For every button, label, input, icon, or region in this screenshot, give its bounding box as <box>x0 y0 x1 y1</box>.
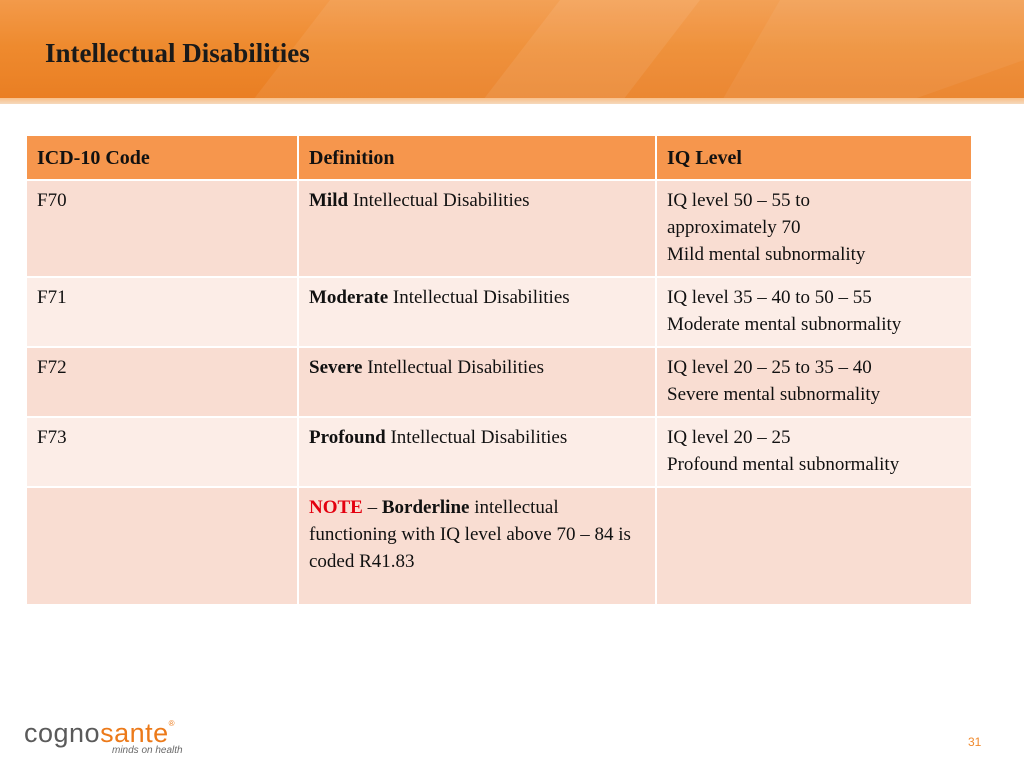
note-label: NOTE <box>309 497 363 518</box>
code-cell: F73 <box>26 417 298 487</box>
table-row <box>26 277 972 347</box>
note-dash: – <box>362 497 382 518</box>
code-cell-empty <box>26 487 298 605</box>
definition-text: Intellectual Disabilities <box>385 427 568 448</box>
iq-level-cell <box>656 180 972 277</box>
table-row-note <box>26 487 972 605</box>
iq-description: Profound mental subnormality <box>667 454 900 475</box>
iq-description: Severe mental subnormality <box>667 384 881 405</box>
definition-cell <box>298 417 656 487</box>
note-cell <box>298 487 656 605</box>
header-definition: Definition <box>298 135 656 180</box>
iq-range: IQ level 35 – 40 to 50 – 55 <box>667 287 872 308</box>
slide-title: Intellectual Disabilities <box>45 38 310 68</box>
severity-label: Mild <box>309 190 349 211</box>
definition-text: Intellectual Disabilities <box>348 190 530 211</box>
iq-level-cell <box>656 417 972 487</box>
logo-wordmark: cognosante® <box>24 718 176 748</box>
definition-cell <box>298 180 656 277</box>
table-row <box>26 347 972 417</box>
definition-text: Intellectual Disabilities <box>362 357 544 378</box>
iq-description: Moderate mental subnormality <box>667 314 902 335</box>
banner-divider <box>0 98 1024 104</box>
note-text: intellectual functioning with IQ level above 70 – 84 is coded R41.83 <box>309 497 631 572</box>
severity-label: Profound <box>309 427 386 448</box>
definition-cell <box>298 347 656 417</box>
code-cell: F72 <box>26 347 298 417</box>
header-icd10-code: ICD-10 Code <box>26 135 298 180</box>
definition-text: Intellectual Disabilities <box>388 287 570 308</box>
iq-description: Mild mental subnormality <box>667 244 866 265</box>
iq-range: IQ level 50 – 55 to approximately 70 <box>667 190 811 238</box>
header-iq-level: IQ Level <box>656 135 972 180</box>
page-number: 31 <box>968 735 982 749</box>
note-borderline: Borderline <box>381 497 470 518</box>
iq-level-cell <box>656 347 972 417</box>
severity-label: Severe <box>309 357 363 378</box>
logo-tagline: minds on health <box>112 745 183 756</box>
iq-range: IQ level 20 – 25 to 35 – 40 <box>667 357 872 378</box>
code-cell: F70 <box>26 180 298 277</box>
table-row <box>26 417 972 487</box>
severity-label: Moderate <box>309 287 389 308</box>
code-cell: F71 <box>26 277 298 347</box>
table-header-row <box>26 135 972 180</box>
table-row <box>26 180 972 277</box>
definition-cell <box>298 277 656 347</box>
iq-level-cell-empty <box>656 487 972 605</box>
icd10-table <box>25 134 973 606</box>
cognosante-logo <box>24 720 183 756</box>
iq-level-cell <box>656 277 972 347</box>
iq-range: IQ level 20 – 25 <box>667 427 791 448</box>
